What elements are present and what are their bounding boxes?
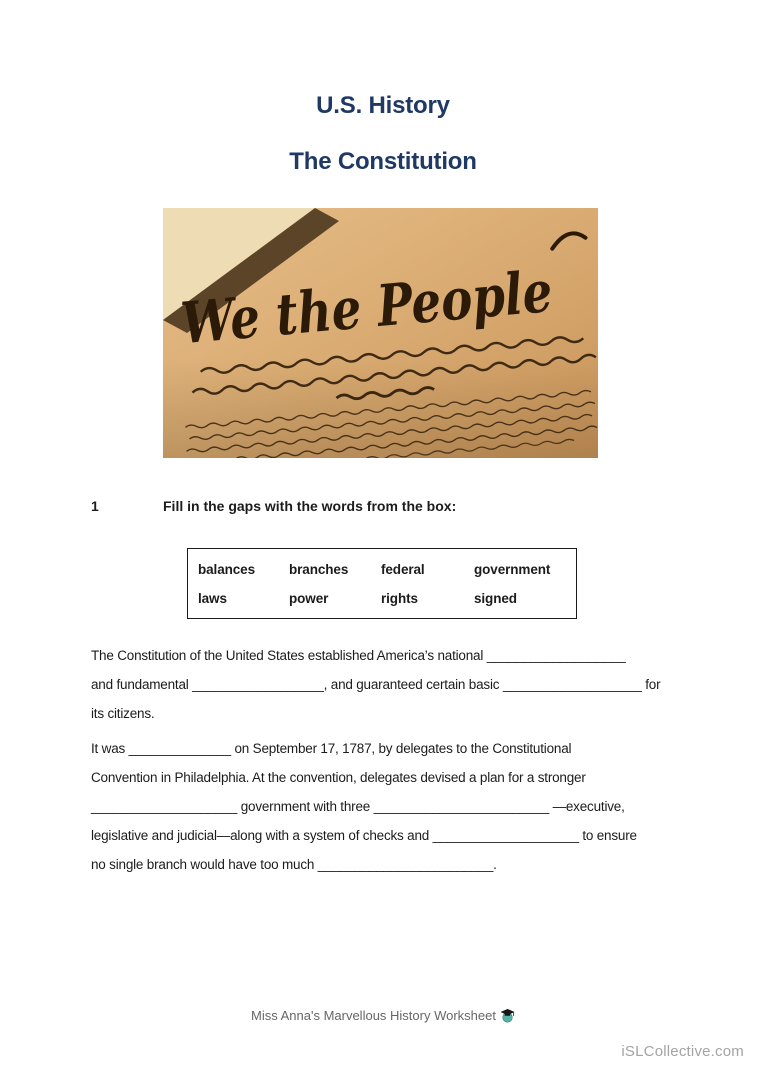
word-item: signed — [474, 590, 517, 606]
paragraph-line: ____________________ government with three ________________________ —executive, — [91, 799, 625, 814]
paragraph-line: no single branch would have too much ________________________. — [91, 857, 497, 872]
footer-credit — [0, 1008, 766, 1023]
paragraph-line: legislative and judicial—along with a system of checks and ____________________ to ensure — [91, 828, 637, 843]
word-item: government — [474, 561, 551, 577]
word-item: rights — [381, 590, 418, 606]
exercise-number: 1 — [91, 498, 99, 514]
word-item: power — [289, 590, 329, 606]
word-item: laws — [198, 590, 227, 606]
paragraph-line: its citizens. — [91, 706, 155, 721]
image-vignette — [163, 208, 598, 458]
constitution-image — [163, 208, 598, 458]
paragraph-1 — [91, 641, 660, 728]
page-subtitle: The Constitution — [289, 148, 477, 175]
word-item: branches — [289, 561, 349, 577]
paragraph-line: The Constitution of the United States established America’s national ___________________ — [91, 648, 626, 663]
footer-text: Miss Anna's Marvellous History Worksheet — [251, 1008, 496, 1023]
exercise-instruction: Fill in the gaps with the words from the box: — [163, 498, 457, 514]
islcollective-watermark: iSLCollective.com — [621, 1043, 744, 1060]
exercise-header — [91, 498, 456, 514]
graduate-student-icon — [500, 1008, 515, 1023]
paragraph-line: Convention in Philadelphia. At the convention, delegates devised a plan for a stronger — [91, 770, 586, 785]
paragraph-line: It was ______________ on September 17, 1787, by delegates to the Constitutional — [91, 741, 572, 756]
paragraph-2 — [91, 734, 637, 879]
word-item: balances — [198, 561, 255, 577]
word-item: federal — [381, 561, 425, 577]
paragraph-line: and fundamental __________________, and guaranteed certain basic ___________________ for — [91, 677, 661, 692]
page-title: U.S. History — [316, 92, 450, 119]
word-box — [187, 548, 577, 619]
